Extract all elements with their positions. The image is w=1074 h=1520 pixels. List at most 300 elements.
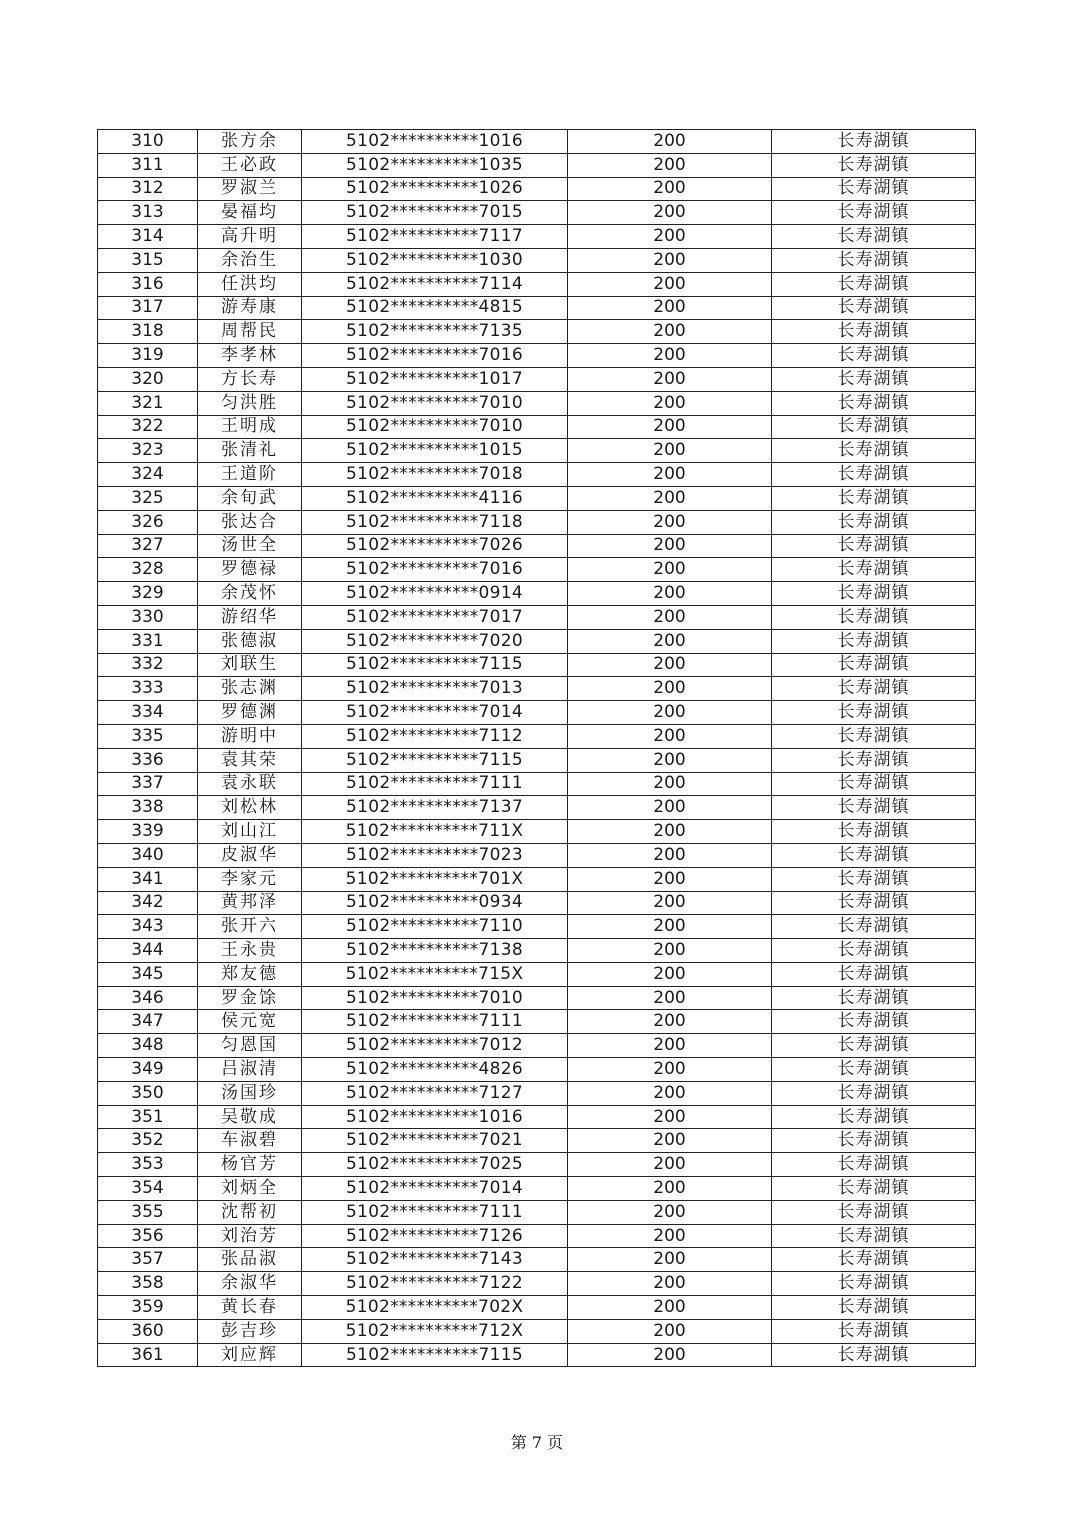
row-number-cell: 354 bbox=[98, 1177, 198, 1201]
id-number-cell: 5102**********4815 bbox=[302, 296, 568, 320]
id-number-cell: 5102**********7014 bbox=[302, 701, 568, 725]
amount-cell: 200 bbox=[568, 1081, 772, 1105]
name-cell: 郑友德 bbox=[198, 962, 302, 986]
town-cell: 长寿湖镇 bbox=[772, 1296, 976, 1320]
id-number-cell: 5102**********7014 bbox=[302, 1177, 568, 1201]
row-number-cell: 359 bbox=[98, 1296, 198, 1320]
row-number-cell: 349 bbox=[98, 1058, 198, 1082]
table-row bbox=[98, 344, 976, 368]
table-row bbox=[98, 582, 976, 606]
id-number-cell: 5102**********7122 bbox=[302, 1272, 568, 1296]
name-cell: 余淑华 bbox=[198, 1272, 302, 1296]
table-row bbox=[98, 320, 976, 344]
town-cell: 长寿湖镇 bbox=[772, 153, 976, 177]
amount-cell: 200 bbox=[568, 867, 772, 891]
id-number-cell: 5102**********702X bbox=[302, 1296, 568, 1320]
row-number-cell: 343 bbox=[98, 915, 198, 939]
name-cell: 汤国珍 bbox=[198, 1081, 302, 1105]
row-number-cell: 317 bbox=[98, 296, 198, 320]
name-cell: 袁其荣 bbox=[198, 748, 302, 772]
town-cell: 长寿湖镇 bbox=[772, 320, 976, 344]
amount-cell: 200 bbox=[568, 843, 772, 867]
name-cell: 周帮民 bbox=[198, 320, 302, 344]
table-row bbox=[98, 1177, 976, 1201]
amount-cell: 200 bbox=[568, 534, 772, 558]
table-row bbox=[98, 177, 976, 201]
amount-cell: 200 bbox=[568, 225, 772, 249]
name-cell: 张德淑 bbox=[198, 629, 302, 653]
town-cell: 长寿湖镇 bbox=[772, 605, 976, 629]
id-number-cell: 5102**********7111 bbox=[302, 1010, 568, 1034]
name-cell: 余旬武 bbox=[198, 486, 302, 510]
amount-cell: 200 bbox=[568, 796, 772, 820]
id-number-cell: 5102**********7013 bbox=[302, 677, 568, 701]
table-row bbox=[98, 605, 976, 629]
id-number-cell: 5102**********7118 bbox=[302, 510, 568, 534]
table-row bbox=[98, 891, 976, 915]
name-cell: 张志渊 bbox=[198, 677, 302, 701]
table-row bbox=[98, 1058, 976, 1082]
name-cell: 罗德禄 bbox=[198, 558, 302, 582]
name-cell: 匀洪胜 bbox=[198, 391, 302, 415]
table-row bbox=[98, 534, 976, 558]
town-cell: 长寿湖镇 bbox=[772, 1081, 976, 1105]
town-cell: 长寿湖镇 bbox=[772, 962, 976, 986]
name-cell: 杨官芳 bbox=[198, 1153, 302, 1177]
name-cell: 汤世全 bbox=[198, 534, 302, 558]
row-number-cell: 333 bbox=[98, 677, 198, 701]
amount-cell: 200 bbox=[568, 1010, 772, 1034]
row-number-cell: 326 bbox=[98, 510, 198, 534]
town-cell: 长寿湖镇 bbox=[772, 534, 976, 558]
row-number-cell: 337 bbox=[98, 772, 198, 796]
amount-cell: 200 bbox=[568, 1034, 772, 1058]
amount-cell: 200 bbox=[568, 629, 772, 653]
row-number-cell: 312 bbox=[98, 177, 198, 201]
row-number-cell: 346 bbox=[98, 986, 198, 1010]
id-number-cell: 5102**********7010 bbox=[302, 986, 568, 1010]
name-cell: 罗德渊 bbox=[198, 701, 302, 725]
amount-cell: 200 bbox=[568, 558, 772, 582]
row-number-cell: 314 bbox=[98, 225, 198, 249]
town-cell: 长寿湖镇 bbox=[772, 130, 976, 154]
row-number-cell: 335 bbox=[98, 724, 198, 748]
table-row bbox=[98, 796, 976, 820]
id-number-cell: 5102**********7111 bbox=[302, 1200, 568, 1224]
name-cell: 游明中 bbox=[198, 724, 302, 748]
row-number-cell: 323 bbox=[98, 439, 198, 463]
name-cell: 余茂怀 bbox=[198, 582, 302, 606]
amount-cell: 200 bbox=[568, 724, 772, 748]
town-cell: 长寿湖镇 bbox=[772, 748, 976, 772]
town-cell: 长寿湖镇 bbox=[772, 701, 976, 725]
row-number-cell: 342 bbox=[98, 891, 198, 915]
id-number-cell: 5102**********7012 bbox=[302, 1034, 568, 1058]
table-row bbox=[98, 1129, 976, 1153]
town-cell: 长寿湖镇 bbox=[772, 1319, 976, 1343]
amount-cell: 200 bbox=[568, 272, 772, 296]
table-row bbox=[98, 367, 976, 391]
town-cell: 长寿湖镇 bbox=[772, 1177, 976, 1201]
table-row bbox=[98, 843, 976, 867]
name-cell: 高升明 bbox=[198, 225, 302, 249]
id-number-cell: 5102**********7025 bbox=[302, 1153, 568, 1177]
town-cell: 长寿湖镇 bbox=[772, 820, 976, 844]
amount-cell: 200 bbox=[568, 486, 772, 510]
name-cell: 吕淑清 bbox=[198, 1058, 302, 1082]
amount-cell: 200 bbox=[568, 1129, 772, 1153]
id-number-cell: 5102**********715X bbox=[302, 962, 568, 986]
table-row bbox=[98, 1343, 976, 1367]
town-cell: 长寿湖镇 bbox=[772, 1343, 976, 1367]
table-row bbox=[98, 130, 976, 154]
amount-cell: 200 bbox=[568, 653, 772, 677]
table-row bbox=[98, 1272, 976, 1296]
amount-cell: 200 bbox=[568, 463, 772, 487]
name-cell: 刘山江 bbox=[198, 820, 302, 844]
table-row bbox=[98, 463, 976, 487]
table-row bbox=[98, 701, 976, 725]
table-row bbox=[98, 939, 976, 963]
town-cell: 长寿湖镇 bbox=[772, 1248, 976, 1272]
page-number: 第 7 页 bbox=[510, 1433, 564, 1452]
row-number-cell: 353 bbox=[98, 1153, 198, 1177]
town-cell: 长寿湖镇 bbox=[772, 486, 976, 510]
table-row bbox=[98, 653, 976, 677]
name-cell: 刘应辉 bbox=[198, 1343, 302, 1367]
row-number-cell: 313 bbox=[98, 201, 198, 225]
town-cell: 长寿湖镇 bbox=[772, 177, 976, 201]
table-row bbox=[98, 510, 976, 534]
amount-cell: 200 bbox=[568, 748, 772, 772]
amount-cell: 200 bbox=[568, 1272, 772, 1296]
name-cell: 张开六 bbox=[198, 915, 302, 939]
table-row bbox=[98, 1010, 976, 1034]
town-cell: 长寿湖镇 bbox=[772, 391, 976, 415]
id-number-cell: 5102**********1030 bbox=[302, 248, 568, 272]
amount-cell: 200 bbox=[568, 701, 772, 725]
row-number-cell: 322 bbox=[98, 415, 198, 439]
roster-table bbox=[97, 129, 976, 1367]
name-cell: 张方余 bbox=[198, 130, 302, 154]
town-cell: 长寿湖镇 bbox=[772, 891, 976, 915]
town-cell: 长寿湖镇 bbox=[772, 272, 976, 296]
id-number-cell: 5102**********7115 bbox=[302, 1343, 568, 1367]
row-number-cell: 320 bbox=[98, 367, 198, 391]
name-cell: 黄长春 bbox=[198, 1296, 302, 1320]
name-cell: 刘松林 bbox=[198, 796, 302, 820]
row-number-cell: 310 bbox=[98, 130, 198, 154]
table-row bbox=[98, 1224, 976, 1248]
id-number-cell: 5102**********4116 bbox=[302, 486, 568, 510]
row-number-cell: 334 bbox=[98, 701, 198, 725]
id-number-cell: 5102**********7114 bbox=[302, 272, 568, 296]
town-cell: 长寿湖镇 bbox=[772, 1200, 976, 1224]
table-row bbox=[98, 1248, 976, 1272]
id-number-cell: 5102**********712X bbox=[302, 1319, 568, 1343]
table-row bbox=[98, 629, 976, 653]
table-row bbox=[98, 248, 976, 272]
town-cell: 长寿湖镇 bbox=[772, 629, 976, 653]
row-number-cell: 341 bbox=[98, 867, 198, 891]
amount-cell: 200 bbox=[568, 915, 772, 939]
row-number-cell: 338 bbox=[98, 796, 198, 820]
town-cell: 长寿湖镇 bbox=[772, 986, 976, 1010]
name-cell: 王必政 bbox=[198, 153, 302, 177]
name-cell: 黄邦泽 bbox=[198, 891, 302, 915]
town-cell: 长寿湖镇 bbox=[772, 772, 976, 796]
town-cell: 长寿湖镇 bbox=[772, 1153, 976, 1177]
row-number-cell: 330 bbox=[98, 605, 198, 629]
amount-cell: 200 bbox=[568, 1105, 772, 1129]
amount-cell: 200 bbox=[568, 939, 772, 963]
town-cell: 长寿湖镇 bbox=[772, 344, 976, 368]
row-number-cell: 348 bbox=[98, 1034, 198, 1058]
row-number-cell: 347 bbox=[98, 1010, 198, 1034]
id-number-cell: 5102**********1016 bbox=[302, 1105, 568, 1129]
table-row bbox=[98, 772, 976, 796]
town-cell: 长寿湖镇 bbox=[772, 677, 976, 701]
name-cell: 任洪均 bbox=[198, 272, 302, 296]
amount-cell: 200 bbox=[568, 296, 772, 320]
row-number-cell: 325 bbox=[98, 486, 198, 510]
id-number-cell: 5102**********7117 bbox=[302, 225, 568, 249]
amount-cell: 200 bbox=[568, 1248, 772, 1272]
amount-cell: 200 bbox=[568, 153, 772, 177]
name-cell: 刘联生 bbox=[198, 653, 302, 677]
amount-cell: 200 bbox=[568, 677, 772, 701]
amount-cell: 200 bbox=[568, 1343, 772, 1367]
row-number-cell: 345 bbox=[98, 962, 198, 986]
amount-cell: 200 bbox=[568, 130, 772, 154]
row-number-cell: 350 bbox=[98, 1081, 198, 1105]
name-cell: 张达合 bbox=[198, 510, 302, 534]
town-cell: 长寿湖镇 bbox=[772, 796, 976, 820]
row-number-cell: 332 bbox=[98, 653, 198, 677]
table-row bbox=[98, 820, 976, 844]
id-number-cell: 5102**********7016 bbox=[302, 344, 568, 368]
id-number-cell: 5102**********1017 bbox=[302, 367, 568, 391]
amount-cell: 200 bbox=[568, 962, 772, 986]
id-number-cell: 5102**********7010 bbox=[302, 415, 568, 439]
amount-cell: 200 bbox=[568, 820, 772, 844]
id-number-cell: 5102**********7018 bbox=[302, 463, 568, 487]
row-number-cell: 360 bbox=[98, 1319, 198, 1343]
amount-cell: 200 bbox=[568, 201, 772, 225]
table-row bbox=[98, 677, 976, 701]
town-cell: 长寿湖镇 bbox=[772, 296, 976, 320]
amount-cell: 200 bbox=[568, 439, 772, 463]
row-number-cell: 329 bbox=[98, 582, 198, 606]
id-number-cell: 5102**********7143 bbox=[302, 1248, 568, 1272]
town-cell: 长寿湖镇 bbox=[772, 367, 976, 391]
id-number-cell: 5102**********1035 bbox=[302, 153, 568, 177]
row-number-cell: 356 bbox=[98, 1224, 198, 1248]
amount-cell: 200 bbox=[568, 1153, 772, 1177]
table-row bbox=[98, 201, 976, 225]
id-number-cell: 5102**********7023 bbox=[302, 843, 568, 867]
town-cell: 长寿湖镇 bbox=[772, 843, 976, 867]
town-cell: 长寿湖镇 bbox=[772, 939, 976, 963]
name-cell: 李孝林 bbox=[198, 344, 302, 368]
amount-cell: 200 bbox=[568, 510, 772, 534]
row-number-cell: 336 bbox=[98, 748, 198, 772]
name-cell: 游绍华 bbox=[198, 605, 302, 629]
town-cell: 长寿湖镇 bbox=[772, 1129, 976, 1153]
town-cell: 长寿湖镇 bbox=[772, 724, 976, 748]
row-number-cell: 318 bbox=[98, 320, 198, 344]
name-cell: 沈帮初 bbox=[198, 1200, 302, 1224]
name-cell: 余治生 bbox=[198, 248, 302, 272]
table-row bbox=[98, 962, 976, 986]
amount-cell: 200 bbox=[568, 415, 772, 439]
table-row bbox=[98, 867, 976, 891]
name-cell: 张清礼 bbox=[198, 439, 302, 463]
row-number-cell: 321 bbox=[98, 391, 198, 415]
table-row bbox=[98, 1153, 976, 1177]
id-number-cell: 5102**********0934 bbox=[302, 891, 568, 915]
amount-cell: 200 bbox=[568, 320, 772, 344]
amount-cell: 200 bbox=[568, 1200, 772, 1224]
row-number-cell: 327 bbox=[98, 534, 198, 558]
id-number-cell: 5102**********7127 bbox=[302, 1081, 568, 1105]
amount-cell: 200 bbox=[568, 391, 772, 415]
amount-cell: 200 bbox=[568, 344, 772, 368]
id-number-cell: 5102**********7020 bbox=[302, 629, 568, 653]
name-cell: 袁永联 bbox=[198, 772, 302, 796]
id-number-cell: 5102**********1026 bbox=[302, 177, 568, 201]
table-row bbox=[98, 225, 976, 249]
town-cell: 长寿湖镇 bbox=[772, 582, 976, 606]
id-number-cell: 5102**********0914 bbox=[302, 582, 568, 606]
row-number-cell: 339 bbox=[98, 820, 198, 844]
town-cell: 长寿湖镇 bbox=[772, 248, 976, 272]
town-cell: 长寿湖镇 bbox=[772, 225, 976, 249]
name-cell: 游寿康 bbox=[198, 296, 302, 320]
row-number-cell: 331 bbox=[98, 629, 198, 653]
amount-cell: 200 bbox=[568, 1224, 772, 1248]
id-number-cell: 5102**********7112 bbox=[302, 724, 568, 748]
name-cell: 刘治芳 bbox=[198, 1224, 302, 1248]
name-cell: 王道阶 bbox=[198, 463, 302, 487]
table-row bbox=[98, 415, 976, 439]
row-number-cell: 344 bbox=[98, 939, 198, 963]
table-row bbox=[98, 915, 976, 939]
table-row bbox=[98, 1200, 976, 1224]
name-cell: 彭吉珍 bbox=[198, 1319, 302, 1343]
name-cell: 吴敬成 bbox=[198, 1105, 302, 1129]
table-row bbox=[98, 1319, 976, 1343]
id-number-cell: 5102**********7126 bbox=[302, 1224, 568, 1248]
id-number-cell: 5102**********711X bbox=[302, 820, 568, 844]
town-cell: 长寿湖镇 bbox=[772, 867, 976, 891]
amount-cell: 200 bbox=[568, 367, 772, 391]
id-number-cell: 5102**********7026 bbox=[302, 534, 568, 558]
table-row bbox=[98, 153, 976, 177]
town-cell: 长寿湖镇 bbox=[772, 1034, 976, 1058]
id-number-cell: 5102**********7016 bbox=[302, 558, 568, 582]
name-cell: 王永贵 bbox=[198, 939, 302, 963]
name-cell: 张品淑 bbox=[198, 1248, 302, 1272]
amount-cell: 200 bbox=[568, 1058, 772, 1082]
table-row bbox=[98, 724, 976, 748]
name-cell: 方长寿 bbox=[198, 367, 302, 391]
town-cell: 长寿湖镇 bbox=[772, 1272, 976, 1296]
row-number-cell: 351 bbox=[98, 1105, 198, 1129]
id-number-cell: 5102**********1015 bbox=[302, 439, 568, 463]
town-cell: 长寿湖镇 bbox=[772, 653, 976, 677]
id-number-cell: 5102**********7015 bbox=[302, 201, 568, 225]
row-number-cell: 315 bbox=[98, 248, 198, 272]
name-cell: 刘炳全 bbox=[198, 1177, 302, 1201]
id-number-cell: 5102**********4826 bbox=[302, 1058, 568, 1082]
row-number-cell: 340 bbox=[98, 843, 198, 867]
town-cell: 长寿湖镇 bbox=[772, 415, 976, 439]
town-cell: 长寿湖镇 bbox=[772, 915, 976, 939]
amount-cell: 200 bbox=[568, 248, 772, 272]
name-cell: 晏福均 bbox=[198, 201, 302, 225]
table-row bbox=[98, 439, 976, 463]
table-row bbox=[98, 558, 976, 582]
table-row bbox=[98, 1296, 976, 1320]
town-cell: 长寿湖镇 bbox=[772, 558, 976, 582]
table-row bbox=[98, 486, 976, 510]
name-cell: 匀恩国 bbox=[198, 1034, 302, 1058]
town-cell: 长寿湖镇 bbox=[772, 1058, 976, 1082]
row-number-cell: 355 bbox=[98, 1200, 198, 1224]
row-number-cell: 358 bbox=[98, 1272, 198, 1296]
roster-table-body bbox=[98, 130, 976, 1367]
amount-cell: 200 bbox=[568, 605, 772, 629]
id-number-cell: 5102**********7137 bbox=[302, 796, 568, 820]
name-cell: 车淑碧 bbox=[198, 1129, 302, 1153]
amount-cell: 200 bbox=[568, 582, 772, 606]
id-number-cell: 5102**********701X bbox=[302, 867, 568, 891]
name-cell: 罗淑兰 bbox=[198, 177, 302, 201]
id-number-cell: 5102**********1016 bbox=[302, 130, 568, 154]
town-cell: 长寿湖镇 bbox=[772, 439, 976, 463]
name-cell: 皮淑华 bbox=[198, 843, 302, 867]
name-cell: 侯元宽 bbox=[198, 1010, 302, 1034]
table-row bbox=[98, 1105, 976, 1129]
name-cell: 王明成 bbox=[198, 415, 302, 439]
amount-cell: 200 bbox=[568, 1296, 772, 1320]
amount-cell: 200 bbox=[568, 772, 772, 796]
row-number-cell: 316 bbox=[98, 272, 198, 296]
amount-cell: 200 bbox=[568, 986, 772, 1010]
id-number-cell: 5102**********7135 bbox=[302, 320, 568, 344]
town-cell: 长寿湖镇 bbox=[772, 201, 976, 225]
amount-cell: 200 bbox=[568, 891, 772, 915]
id-number-cell: 5102**********7110 bbox=[302, 915, 568, 939]
id-number-cell: 5102**********7115 bbox=[302, 748, 568, 772]
row-number-cell: 311 bbox=[98, 153, 198, 177]
table-row bbox=[98, 391, 976, 415]
row-number-cell: 324 bbox=[98, 463, 198, 487]
amount-cell: 200 bbox=[568, 1177, 772, 1201]
id-number-cell: 5102**********7017 bbox=[302, 605, 568, 629]
row-number-cell: 352 bbox=[98, 1129, 198, 1153]
town-cell: 长寿湖镇 bbox=[772, 1010, 976, 1034]
id-number-cell: 5102**********7021 bbox=[302, 1129, 568, 1153]
table-row bbox=[98, 296, 976, 320]
row-number-cell: 361 bbox=[98, 1343, 198, 1367]
row-number-cell: 319 bbox=[98, 344, 198, 368]
id-number-cell: 5102**********7010 bbox=[302, 391, 568, 415]
row-number-cell: 328 bbox=[98, 558, 198, 582]
table-row bbox=[98, 1034, 976, 1058]
table-row bbox=[98, 272, 976, 296]
